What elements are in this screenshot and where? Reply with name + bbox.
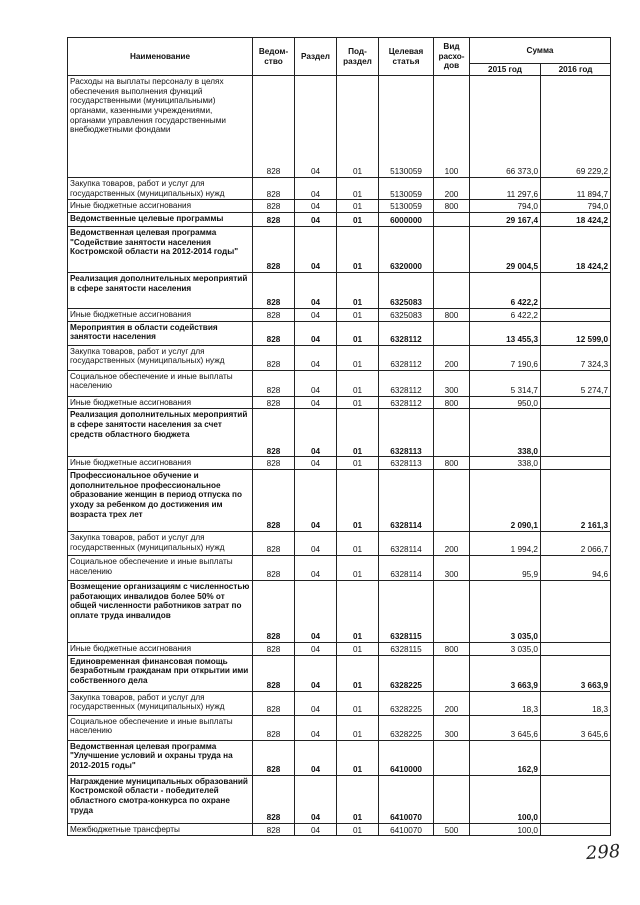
row-exp-type <box>434 470 470 532</box>
row-subsection: 01 <box>337 775 379 823</box>
row-sum-2015: 18,3 <box>470 691 541 715</box>
row-section: 04 <box>295 643 337 656</box>
table-row <box>68 409 611 457</box>
row-section: 04 <box>295 200 337 213</box>
row-dept: 828 <box>253 581 295 643</box>
row-target: 6325083 <box>379 273 434 309</box>
row-sum-2015: 794,0 <box>470 200 541 213</box>
row-dept: 828 <box>253 775 295 823</box>
table-row <box>68 470 611 532</box>
row-subsection: 01 <box>337 396 379 409</box>
header-exp-type: Вид расхо-дов <box>434 38 470 76</box>
row-exp-type <box>434 740 470 775</box>
row-target: 6328225 <box>379 655 434 691</box>
row-sum-2015: 29 004,5 <box>470 227 541 273</box>
row-exp-type <box>434 655 470 691</box>
row-name: Ведомственная целевая программа "Улучшение условий и охраны труда на 2012-2015 годы" <box>68 740 253 775</box>
row-section: 04 <box>295 396 337 409</box>
row-subsection: 01 <box>337 200 379 213</box>
row-name: Иные бюджетные ассигнования <box>68 309 253 322</box>
row-sum-2015: 950,0 <box>470 396 541 409</box>
row-target: 6328225 <box>379 691 434 715</box>
row-name: Закупка товаров, работ и услуг для государственных (муниципальных) нужд <box>68 345 253 370</box>
row-subsection: 01 <box>337 556 379 581</box>
row-target: 6328115 <box>379 643 434 656</box>
table-row <box>68 370 611 396</box>
row-dept: 828 <box>253 213 295 227</box>
row-subsection: 01 <box>337 470 379 532</box>
row-name: Межбюджетные трансферты <box>68 823 253 836</box>
table-row <box>68 823 611 836</box>
row-target: 6000000 <box>379 213 434 227</box>
row-exp-type: 300 <box>434 370 470 396</box>
row-section: 04 <box>295 556 337 581</box>
row-name: Социальное обеспечение и иные выплаты населению <box>68 715 253 740</box>
row-dept: 828 <box>253 178 295 200</box>
row-dept: 828 <box>253 655 295 691</box>
row-subsection: 01 <box>337 345 379 370</box>
row-dept: 828 <box>253 691 295 715</box>
row-sum-2016: 69 229,2 <box>541 76 611 178</box>
row-subsection: 01 <box>337 321 379 345</box>
row-sum-2016: 3 663,9 <box>541 655 611 691</box>
row-exp-type: 800 <box>434 457 470 470</box>
row-target: 6328114 <box>379 470 434 532</box>
row-exp-type <box>434 409 470 457</box>
row-name: Ведомственные целевые программы <box>68 213 253 227</box>
row-sum-2015: 3 663,9 <box>470 655 541 691</box>
row-dept: 828 <box>253 345 295 370</box>
header-section: Раздел <box>295 38 337 76</box>
row-name: Иные бюджетные ассигнования <box>68 396 253 409</box>
row-target: 5130059 <box>379 76 434 178</box>
row-dept: 828 <box>253 823 295 836</box>
row-sum-2016 <box>541 273 611 309</box>
row-section: 04 <box>295 321 337 345</box>
row-name: Возмещение организациям с численностью работающих инвалидов более 50% от общей численности работников затрат по оплате труда инвалидов <box>68 581 253 643</box>
row-section: 04 <box>295 470 337 532</box>
row-sum-2016: 5 274,7 <box>541 370 611 396</box>
table-row <box>68 643 611 656</box>
table-row <box>68 345 611 370</box>
row-dept: 828 <box>253 396 295 409</box>
row-subsection: 01 <box>337 581 379 643</box>
row-sum-2016: 2 161,3 <box>541 470 611 532</box>
row-name: Реализация дополнительных мероприятий в сфере занятости населения за счет средств областного бюджета <box>68 409 253 457</box>
row-sum-2015: 11 297,6 <box>470 178 541 200</box>
row-sum-2016: 18 424,2 <box>541 227 611 273</box>
row-dept: 828 <box>253 409 295 457</box>
row-section: 04 <box>295 178 337 200</box>
row-subsection: 01 <box>337 715 379 740</box>
row-sum-2016: 794,0 <box>541 200 611 213</box>
row-section: 04 <box>295 740 337 775</box>
row-subsection: 01 <box>337 823 379 836</box>
row-sum-2015: 7 190,6 <box>470 345 541 370</box>
row-exp-type: 800 <box>434 396 470 409</box>
row-target: 6410070 <box>379 775 434 823</box>
row-exp-type: 800 <box>434 200 470 213</box>
row-name: Иные бюджетные ассигнования <box>68 200 253 213</box>
row-target: 6328115 <box>379 581 434 643</box>
row-target: 5130059 <box>379 200 434 213</box>
row-section: 04 <box>295 227 337 273</box>
row-sum-2016 <box>541 581 611 643</box>
row-section: 04 <box>295 691 337 715</box>
table-row <box>68 227 611 273</box>
row-dept: 828 <box>253 370 295 396</box>
row-sum-2015: 100,0 <box>470 775 541 823</box>
row-sum-2016: 18 424,2 <box>541 213 611 227</box>
header-subsection: Под-раздел <box>337 38 379 76</box>
row-subsection: 01 <box>337 409 379 457</box>
row-exp-type: 200 <box>434 532 470 556</box>
row-dept: 828 <box>253 457 295 470</box>
row-exp-type <box>434 775 470 823</box>
row-exp-type: 200 <box>434 691 470 715</box>
row-target: 6328114 <box>379 556 434 581</box>
row-exp-type: 800 <box>434 643 470 656</box>
row-name: Мероприятия в области содействия занятости населения <box>68 321 253 345</box>
row-sum-2016 <box>541 823 611 836</box>
table-row <box>68 396 611 409</box>
table-row <box>68 655 611 691</box>
budget-table <box>67 37 611 836</box>
row-subsection: 01 <box>337 370 379 396</box>
row-sum-2015: 66 373,0 <box>470 76 541 178</box>
row-subsection: 01 <box>337 227 379 273</box>
row-section: 04 <box>295 775 337 823</box>
table-row <box>68 76 611 178</box>
row-target: 6410070 <box>379 823 434 836</box>
row-exp-type: 800 <box>434 309 470 322</box>
row-exp-type: 200 <box>434 345 470 370</box>
table-row <box>68 457 611 470</box>
row-sum-2016 <box>541 396 611 409</box>
row-name: Профессиональное обучение и дополнительное профессиональное образование женщин в период отпуска по уходу за ребенком до достижения им возраста трех лет <box>68 470 253 532</box>
row-target: 6328114 <box>379 532 434 556</box>
row-sum-2015: 338,0 <box>470 457 541 470</box>
table-body <box>68 76 611 836</box>
row-section: 04 <box>295 409 337 457</box>
row-dept: 828 <box>253 715 295 740</box>
row-sum-2015: 3 035,0 <box>470 643 541 656</box>
row-sum-2016: 18,3 <box>541 691 611 715</box>
row-name: Расходы на выплаты персоналу в целях обеспечения выполнения функций государственными (муниципальными) органами, казенными учреждениями, органами управления государственными внебюджетными фондами <box>68 76 253 178</box>
table-row <box>68 321 611 345</box>
row-sum-2016 <box>541 309 611 322</box>
row-section: 04 <box>295 715 337 740</box>
row-subsection: 01 <box>337 655 379 691</box>
row-subsection: 01 <box>337 740 379 775</box>
row-dept: 828 <box>253 556 295 581</box>
row-dept: 828 <box>253 321 295 345</box>
row-sum-2015: 5 314,7 <box>470 370 541 396</box>
row-sum-2015: 6 422,2 <box>470 273 541 309</box>
row-dept: 828 <box>253 200 295 213</box>
row-target: 6328113 <box>379 409 434 457</box>
row-sum-2015: 13 455,3 <box>470 321 541 345</box>
page-number: 298 <box>585 840 622 865</box>
row-section: 04 <box>295 823 337 836</box>
row-subsection: 01 <box>337 178 379 200</box>
row-exp-type: 200 <box>434 178 470 200</box>
row-sum-2016: 94,6 <box>541 556 611 581</box>
row-target: 6410000 <box>379 740 434 775</box>
row-section: 04 <box>295 273 337 309</box>
row-subsection: 01 <box>337 691 379 715</box>
header-target: Целевая статья <box>379 38 434 76</box>
row-sum-2015: 3 645,6 <box>470 715 541 740</box>
row-sum-2016 <box>541 643 611 656</box>
row-sum-2015: 338,0 <box>470 409 541 457</box>
row-target: 6320000 <box>379 227 434 273</box>
row-name: Социальное обеспечение и иные выплаты населению <box>68 370 253 396</box>
table-row <box>68 273 611 309</box>
row-target: 5130059 <box>379 178 434 200</box>
row-dept: 828 <box>253 76 295 178</box>
row-name: Закупка товаров, работ и услуг для государственных (муниципальных) нужд <box>68 691 253 715</box>
row-sum-2016: 2 066,7 <box>541 532 611 556</box>
row-exp-type: 300 <box>434 715 470 740</box>
row-sum-2015: 95,9 <box>470 556 541 581</box>
row-sum-2016 <box>541 775 611 823</box>
row-exp-type <box>434 581 470 643</box>
table-row <box>68 200 611 213</box>
row-dept: 828 <box>253 273 295 309</box>
header-name: Наименование <box>68 38 253 76</box>
row-sum-2016 <box>541 457 611 470</box>
row-subsection: 01 <box>337 273 379 309</box>
row-name: Социальное обеспечение и иные выплаты населению <box>68 556 253 581</box>
row-dept: 828 <box>253 532 295 556</box>
row-sum-2016: 12 599,0 <box>541 321 611 345</box>
row-section: 04 <box>295 76 337 178</box>
row-sum-2015: 3 035,0 <box>470 581 541 643</box>
row-target: 6328112 <box>379 345 434 370</box>
row-section: 04 <box>295 581 337 643</box>
row-section: 04 <box>295 532 337 556</box>
row-subsection: 01 <box>337 457 379 470</box>
row-dept: 828 <box>253 309 295 322</box>
row-subsection: 01 <box>337 309 379 322</box>
row-sum-2015: 100,0 <box>470 823 541 836</box>
row-target: 6328112 <box>379 370 434 396</box>
row-dept: 828 <box>253 227 295 273</box>
row-section: 04 <box>295 457 337 470</box>
table-row <box>68 715 611 740</box>
row-exp-type: 300 <box>434 556 470 581</box>
row-dept: 828 <box>253 740 295 775</box>
row-section: 04 <box>295 345 337 370</box>
table-row <box>68 556 611 581</box>
row-subsection: 01 <box>337 76 379 178</box>
row-target: 6328112 <box>379 396 434 409</box>
table-row <box>68 581 611 643</box>
row-exp-type <box>434 227 470 273</box>
row-target: 6328225 <box>379 715 434 740</box>
table-row <box>68 532 611 556</box>
row-name: Единовременная финансовая помощь безработным гражданам при открытии ими собственного дела <box>68 655 253 691</box>
row-sum-2015: 162,9 <box>470 740 541 775</box>
row-name: Ведомственная целевая программа "Содействие занятости населения Костромской области на 2012-2014 годы" <box>68 227 253 273</box>
row-section: 04 <box>295 655 337 691</box>
row-name: Закупка товаров, работ и услуг для государственных (муниципальных) нужд <box>68 532 253 556</box>
row-sum-2016 <box>541 409 611 457</box>
row-name: Реализация дополнительных мероприятий в сфере занятости населения <box>68 273 253 309</box>
header-dept: Ведом-ство <box>253 38 295 76</box>
row-dept: 828 <box>253 470 295 532</box>
row-sum-2015: 6 422,2 <box>470 309 541 322</box>
row-sum-2016: 3 645,6 <box>541 715 611 740</box>
table-row <box>68 213 611 227</box>
row-exp-type <box>434 273 470 309</box>
row-sum-2016 <box>541 740 611 775</box>
row-name: Награждение муниципальных образований Костромской области - победителей областного смотра-конкурса по охране труда <box>68 775 253 823</box>
row-name: Иные бюджетные ассигнования <box>68 457 253 470</box>
table-row <box>68 775 611 823</box>
header-year-2016: 2016 год <box>541 64 611 76</box>
table-row <box>68 691 611 715</box>
row-exp-type <box>434 213 470 227</box>
table-row <box>68 740 611 775</box>
row-sum-2015: 29 167,4 <box>470 213 541 227</box>
table-row <box>68 309 611 322</box>
row-sum-2016: 7 324,3 <box>541 345 611 370</box>
header-sum: Сумма <box>470 38 611 64</box>
row-exp-type: 500 <box>434 823 470 836</box>
row-section: 04 <box>295 213 337 227</box>
row-section: 04 <box>295 370 337 396</box>
row-name: Закупка товаров, работ и услуг для государственных (муниципальных) нужд <box>68 178 253 200</box>
row-dept: 828 <box>253 643 295 656</box>
row-target: 6328112 <box>379 321 434 345</box>
table-row <box>68 178 611 200</box>
row-target: 6325083 <box>379 309 434 322</box>
row-exp-type <box>434 321 470 345</box>
row-subsection: 01 <box>337 643 379 656</box>
row-section: 04 <box>295 309 337 322</box>
row-sum-2015: 1 994,2 <box>470 532 541 556</box>
row-sum-2016: 11 894,7 <box>541 178 611 200</box>
row-exp-type: 100 <box>434 76 470 178</box>
row-target: 6328113 <box>379 457 434 470</box>
row-subsection: 01 <box>337 213 379 227</box>
row-subsection: 01 <box>337 532 379 556</box>
row-name: Иные бюджетные ассигнования <box>68 643 253 656</box>
row-sum-2015: 2 090,1 <box>470 470 541 532</box>
header-year-2015: 2015 год <box>470 64 541 76</box>
